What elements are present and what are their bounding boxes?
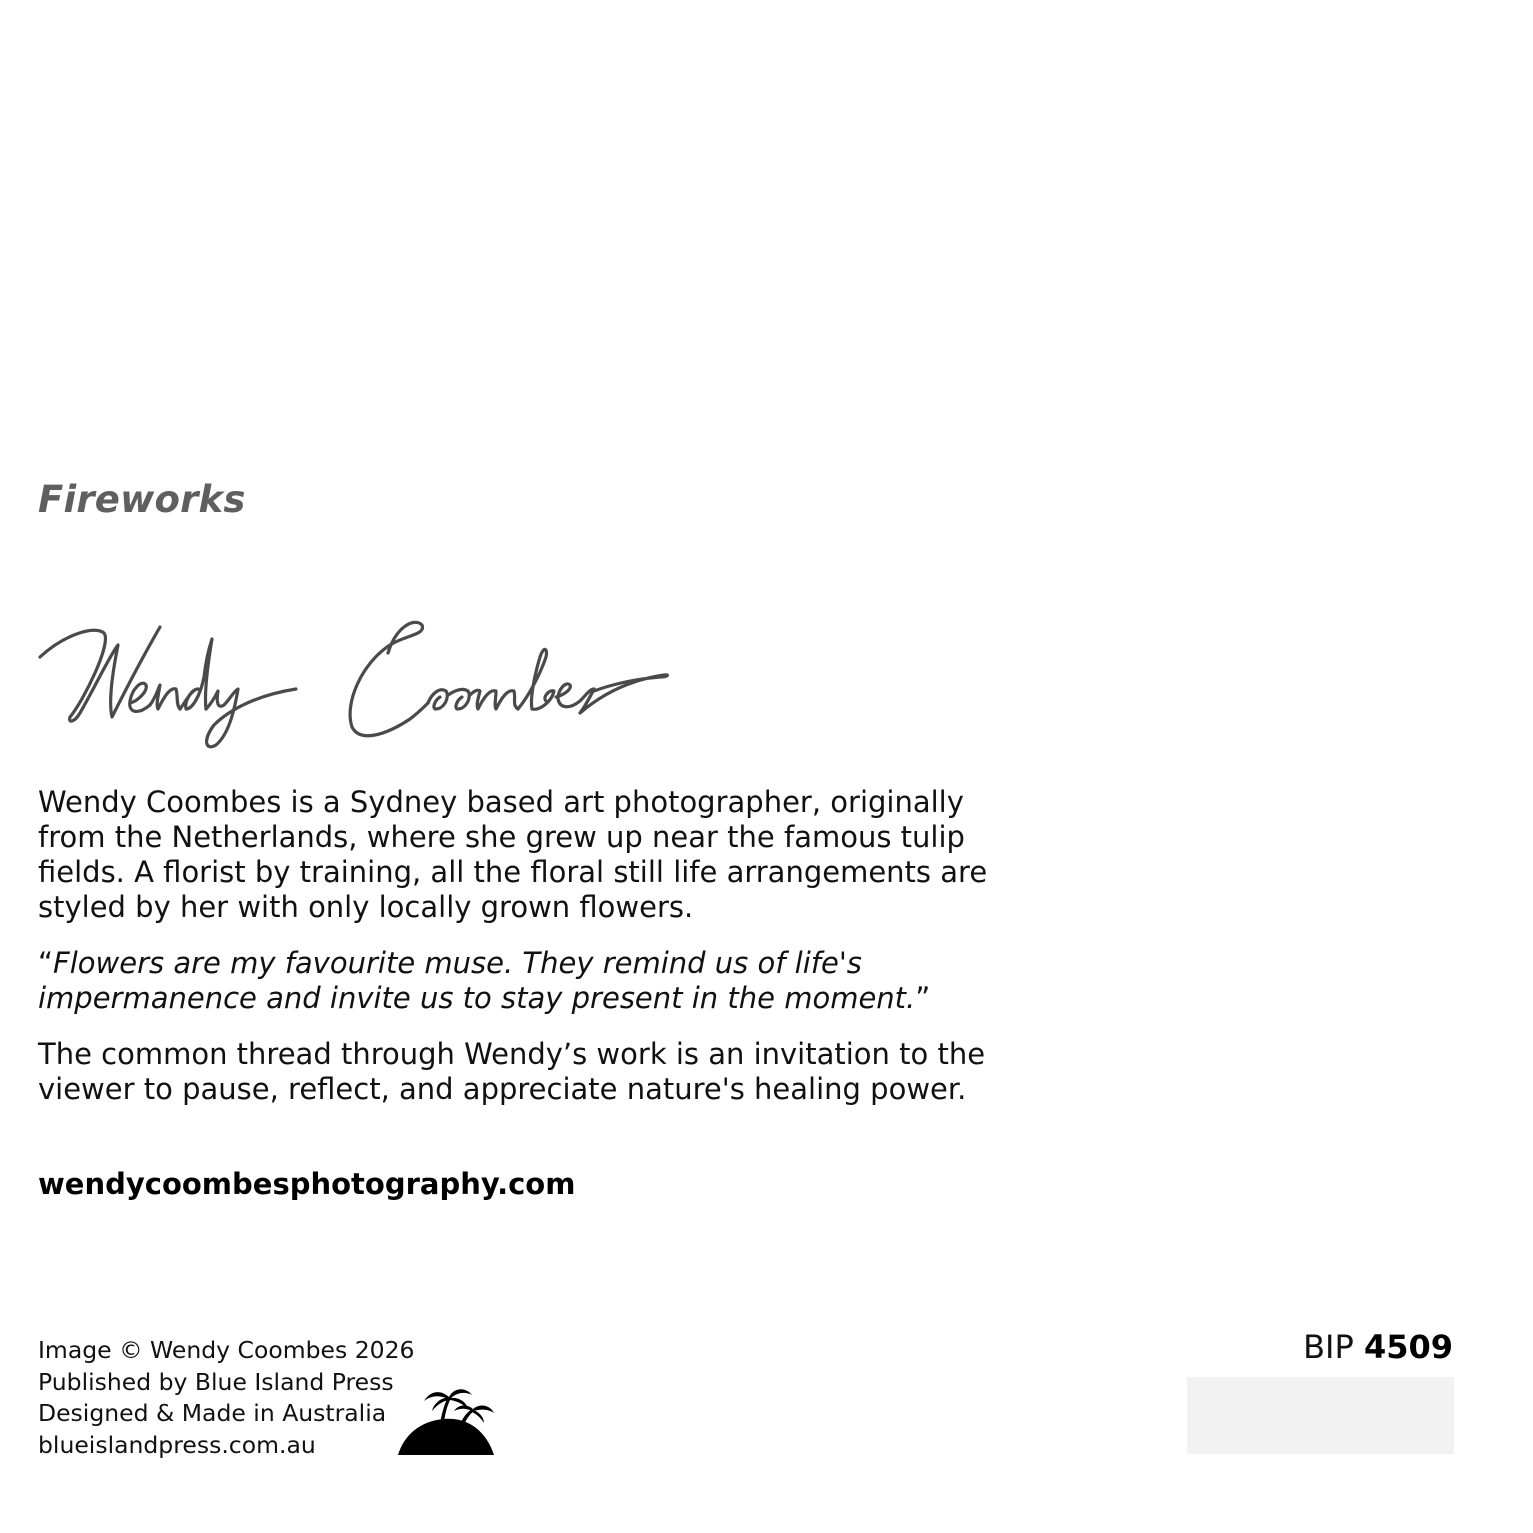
publisher-line: Published by Blue Island Press — [38, 1367, 394, 1396]
artist-quote — [38, 946, 1028, 1016]
quote-close-mark: ” — [915, 981, 931, 1015]
artist-signature — [34, 605, 674, 755]
bio-paragraph: Wendy Coombes is a Sydney based art photographer, originally from the Netherlands, where she grew up near the famous tulip fields. A florist by training, all the floral still life arrangements are styled by her with only locally grown flowers. — [38, 785, 988, 924]
quote-text: Flowers are my favourite muse. They remind us of life's impermanence and invite us to stay present in the moment. — [38, 946, 916, 1015]
publisher-footer — [38, 1335, 415, 1461]
product-code-prefix: BIP — [1303, 1328, 1354, 1366]
artist-bio — [38, 785, 1028, 1128]
island-palm-icon — [396, 1387, 500, 1455]
made-in-line: Designed & Made in Australia — [38, 1399, 387, 1427]
product-code — [1303, 1328, 1453, 1366]
quote-open-mark: “ — [38, 946, 54, 980]
card-title: Fireworks — [38, 478, 246, 521]
artist-website-link[interactable]: wendycoombesphotography.com — [38, 1167, 576, 1201]
barcode-placeholder — [1187, 1377, 1454, 1454]
bio-paragraph-closing: The common thread through Wendy’s work is an invitation to the viewer to pause, reflect, and appreciate nature's healing power. — [38, 1037, 986, 1106]
copyright-line: Image © Wendy Coombes 2026 — [38, 1336, 415, 1364]
publisher-website[interactable]: blueislandpress.com.au — [38, 1430, 316, 1459]
product-code-number: 4509 — [1363, 1328, 1453, 1366]
